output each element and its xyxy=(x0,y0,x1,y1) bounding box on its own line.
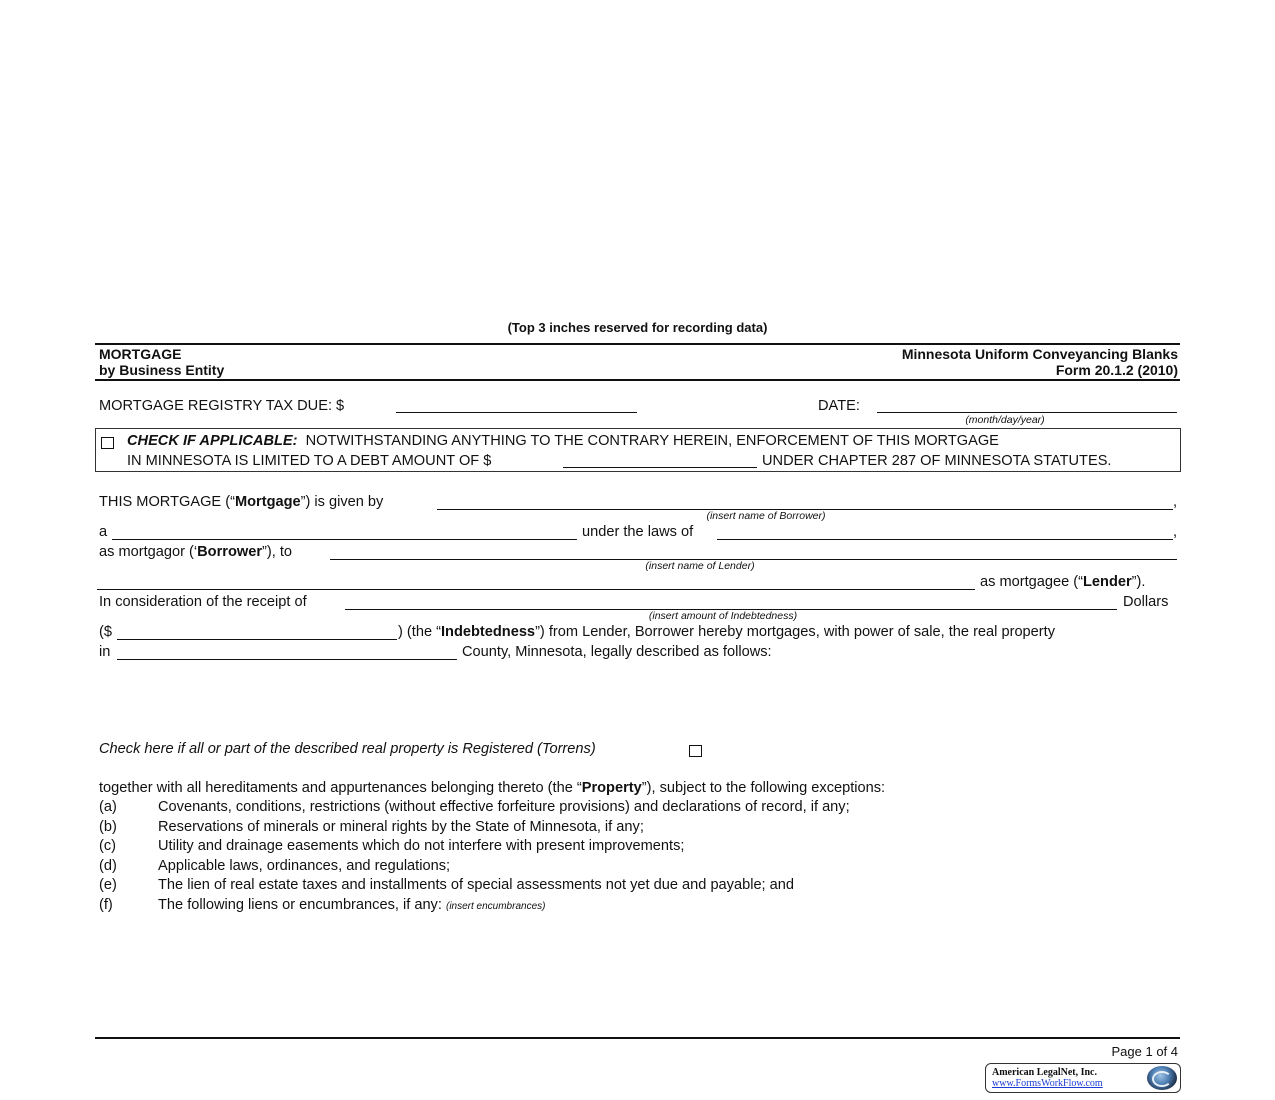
borrower-term: Borrower xyxy=(197,544,263,560)
form-number: Form 20.1.2 (2010) xyxy=(1055,362,1178,378)
tax-due-label: MORTGAGE REGISTRY TAX DUE: $ xyxy=(99,398,345,414)
given-by-pre: THIS MORTGAGE (“ xyxy=(99,494,235,510)
lender-name-field-2[interactable] xyxy=(97,589,975,590)
applicable-checkbox[interactable] xyxy=(101,437,114,449)
dollars-label: Dollars xyxy=(1123,594,1169,610)
mortgagor-label xyxy=(99,544,292,560)
date-label: DATE: xyxy=(818,398,860,414)
consideration-label: In consideration of the receipt of xyxy=(99,594,307,610)
publisher-name: American LegalNet, Inc. xyxy=(992,1067,1097,1078)
exception-marker-c: (c) xyxy=(99,838,117,854)
property-term: Property xyxy=(581,780,642,796)
exception-marker-f: (f) xyxy=(99,897,113,913)
applicable-text-1: NOTWITHSTANDING ANYTHING TO THE CONTRARY HEREIN, ENFORCEMENT OF THIS MORTGAGE xyxy=(305,433,999,449)
exception-text-b: Reservations of minerals or mineral rights by the State of Minnesota, if any; xyxy=(158,819,644,835)
encumbrances-hint: (insert encumbrances) xyxy=(445,901,546,912)
comma-1: , xyxy=(1173,494,1178,510)
applicable-line2b: UNDER CHAPTER 287 OF MINNESOTA STATUTES. xyxy=(762,453,1112,469)
page-number: Page 1 of 4 xyxy=(1111,1044,1178,1059)
lender-hint: (insert name of Lender) xyxy=(645,560,755,572)
exception-text-c: Utility and drainage easements which do not interfere with present improvements; xyxy=(158,838,685,854)
check-if-applicable-label: CHECK IF APPLICABLE: xyxy=(127,433,298,449)
publisher-url[interactable]: www.FormsWorkFlow.com xyxy=(992,1078,1103,1089)
exceptions-intro-post: ”), subject to the following exceptions: xyxy=(641,780,886,796)
indebtedness-term: Indebtedness xyxy=(440,624,536,640)
laws-label: under the laws of xyxy=(582,524,694,540)
given-by-post: ”) is given by xyxy=(300,494,384,510)
mortgage-term: Mortgage xyxy=(234,494,301,510)
header-bottom-rule xyxy=(95,379,1180,381)
torrens-line xyxy=(99,741,596,757)
entity-type-field[interactable] xyxy=(112,539,577,540)
publisher-logo xyxy=(985,1063,1181,1093)
tax-due-field[interactable] xyxy=(396,412,637,413)
footer-rule xyxy=(95,1037,1180,1039)
form-series: Minnesota Uniform Conveyancing Blanks xyxy=(901,346,1178,362)
a-label: a xyxy=(99,524,108,540)
reserved-note: (Top 3 inches reserved for recording data) xyxy=(507,320,768,335)
given-by-label xyxy=(99,494,383,510)
borrower-hint: (insert name of Borrower) xyxy=(706,510,826,522)
exception-marker-e: (e) xyxy=(99,877,117,893)
form-title: MORTGAGE xyxy=(99,346,182,362)
exception-text-f xyxy=(158,897,545,913)
date-hint: (month/day/year) xyxy=(965,414,1045,426)
exception-marker-b: (b) xyxy=(99,819,117,835)
exception-marker-a: (a) xyxy=(99,799,117,815)
header-top-rule xyxy=(95,343,1180,345)
exception-text-d: Applicable laws, ordinances, and regulations; xyxy=(158,858,451,874)
exception-marker-d: (d) xyxy=(99,858,117,874)
globe-icon xyxy=(1147,1066,1177,1090)
comma-2: , xyxy=(1173,524,1178,540)
indebtedness-pre: ) (the “ xyxy=(398,624,441,640)
torrens-checkbox[interactable] xyxy=(689,745,702,757)
mortgagor-post: ”), to xyxy=(262,544,293,560)
exception-text-e: The lien of real estate taxes and installments of special assessments not yet due and payable; and xyxy=(158,877,795,893)
indebtedness-post: ”) from Lender, Borrower hereby mortgages, with power of sale, the real property xyxy=(535,624,1056,640)
mortgagee-label xyxy=(980,574,1145,590)
exceptions-intro-pre: together with all hereditaments and appurtenances belonging thereto (the “ xyxy=(99,780,582,796)
applicable-line1 xyxy=(127,433,999,449)
dollar-open: ($ xyxy=(99,624,112,640)
exception-text-a: Covenants, conditions, restrictions (without effective forfeiture provisions) and declarations of record, if any; xyxy=(158,799,850,815)
lender-term: Lender xyxy=(1083,574,1132,590)
form-subtitle: by Business Entity xyxy=(99,362,225,378)
debt-amount-field[interactable] xyxy=(563,467,757,468)
date-field[interactable] xyxy=(877,412,1177,413)
exceptions-intro xyxy=(99,780,885,796)
torrens-label: Check here if all or part of the described real property is Registered (Torrens) xyxy=(99,741,596,757)
laws-state-field[interactable] xyxy=(717,539,1173,540)
county-label: County, Minnesota, legally described as follows: xyxy=(462,644,772,660)
county-field[interactable] xyxy=(117,659,457,660)
mortgagee-post: ”). xyxy=(1131,574,1146,590)
mortgagor-pre: as mortgagor (‘ xyxy=(99,544,198,560)
amount-figures-field[interactable] xyxy=(117,639,397,640)
mortgagee-pre: as mortgagee (“ xyxy=(980,574,1084,590)
exception-text-f-main: The following liens or encumbrances, if any: xyxy=(158,897,442,913)
in-label: in xyxy=(99,644,111,660)
applicable-line2a: IN MINNESOTA IS LIMITED TO A DEBT AMOUNT OF $ xyxy=(127,453,492,469)
indebtedness-text xyxy=(398,624,1055,640)
amount-hint: (insert amount of Indebtedness) xyxy=(648,610,798,622)
